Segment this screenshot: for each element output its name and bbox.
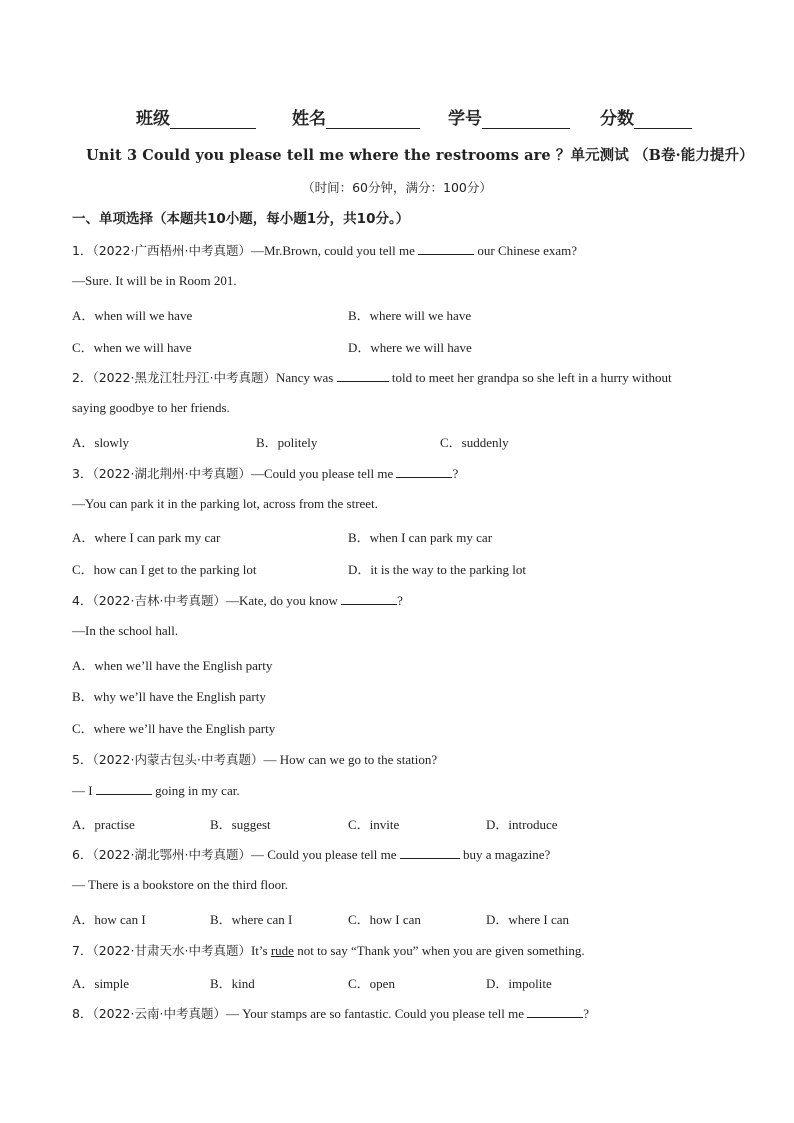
option-b[interactable]: B．where can I — [210, 912, 293, 927]
question-source: （2022·广西梧州·中考真题） — [92, 243, 251, 258]
class-blank[interactable] — [170, 106, 256, 129]
question-source: （2022·黑龙江牡丹江·中考真题） — [92, 370, 276, 385]
option-a[interactable]: A．when will we have — [72, 308, 193, 323]
answer-blank[interactable] — [400, 846, 460, 859]
question-source: （2022·甘肃天水·中考真题） — [92, 943, 251, 958]
option-b[interactable]: B．why we’ll have the English party — [72, 689, 266, 704]
question-4-reply: —In the school hall. — [72, 623, 179, 638]
option-b[interactable]: B．where will we have — [348, 308, 472, 323]
class-field — [136, 104, 256, 129]
option-c[interactable]: C．how I can — [348, 912, 421, 927]
score-blank[interactable] — [634, 106, 692, 129]
option-a[interactable]: A．simple — [72, 976, 130, 991]
option-a[interactable]: A．slowly — [72, 435, 130, 450]
student-number-field — [448, 104, 570, 129]
question-3-reply: —You can park it in the parking lot, across from the street. — [72, 496, 378, 511]
option-b[interactable]: B．politely — [256, 435, 318, 450]
question-1-reply: —Sure. It will be in Room 201. — [72, 273, 237, 288]
option-a[interactable]: A．how can I — [72, 912, 146, 927]
question-source: （2022·湖北鄂州·中考真题） — [92, 847, 251, 862]
option-b[interactable]: B．kind — [210, 976, 255, 991]
option-c[interactable]: C．where we’ll have the English party — [72, 721, 276, 736]
option-d[interactable]: D．introduce — [486, 817, 558, 832]
student-number-blank[interactable] — [482, 106, 570, 129]
answer-blank[interactable] — [341, 592, 397, 605]
question-5-reply: — I going in my car. — [72, 783, 240, 798]
score-label: 分数 — [600, 109, 634, 129]
question-source: （2022·湖北荆州·中考真题） — [92, 466, 251, 481]
option-d[interactable]: D．where I can — [486, 912, 570, 927]
name-field — [292, 104, 420, 129]
option-a[interactable]: A．when we’ll have the English party — [72, 658, 273, 673]
underlined-word: rude — [270, 943, 294, 958]
question-source: （2022·吉林·中考真题） — [92, 593, 226, 608]
option-a[interactable]: A．practise — [72, 817, 135, 832]
class-label: 班级 — [136, 109, 170, 129]
answer-blank[interactable] — [96, 782, 152, 795]
question-6-stem: 6．（2022·湖北鄂州·中考真题）— Could you please tell me buy a magazine? — [72, 847, 551, 862]
question-3-stem: 3．（2022·湖北荆州·中考真题）—Could you please tell me ? — [72, 466, 459, 481]
option-c[interactable]: C．how can I get to the parking lot — [72, 562, 257, 577]
question-8-stem: 8．（2022·云南·中考真题）— Your stamps are so fantastic. Could you please tell me ? — [72, 1006, 589, 1021]
answer-blank[interactable] — [418, 242, 474, 255]
score-field — [600, 104, 692, 129]
name-blank[interactable] — [326, 106, 420, 129]
question-6-reply: — There is a bookstore on the third floor. — [72, 877, 289, 892]
student-info-fields — [136, 104, 734, 129]
question-2-stem: 2．（2022·黑龙江牡丹江·中考真题）Nancy was told to meet her grandpa so she left in a hurry without — [72, 370, 672, 385]
option-d[interactable]: D．it is the way to the parking lot — [348, 562, 527, 577]
option-c[interactable]: C．suddenly — [440, 435, 509, 450]
question-5-stem: 5．（2022·内蒙古包头·中考真题）— How can we go to the station? — [72, 752, 438, 767]
option-b[interactable]: B．suggest — [210, 817, 271, 832]
option-b[interactable]: B．when I can park my car — [348, 530, 493, 545]
option-a[interactable]: A．where I can park my car — [72, 530, 221, 545]
answer-blank[interactable] — [527, 1005, 583, 1018]
student-number-label: 学号 — [448, 109, 482, 129]
section-heading: 一、单项选择（本题共10小题，每小题1分，共10分。） — [72, 211, 410, 227]
page-title: Unit 3 Could you please tell me where the restrooms are ？单元测试 （B卷·能力提升） — [86, 147, 754, 164]
question-7-stem: 7．（2022·甘肃天水·中考真题）It’s rude not to say “Thank you” when you are given something. — [72, 943, 585, 958]
question-source: （2022·云南·中考真题） — [92, 1006, 226, 1021]
option-d[interactable]: D．impolite — [486, 976, 552, 991]
question-2-continuation: saying goodbye to her friends. — [72, 400, 230, 415]
option-c[interactable]: C．open — [348, 976, 395, 991]
answer-blank[interactable] — [396, 465, 452, 478]
question-4-stem: 4．（2022·吉林·中考真题）—Kate, do you know ? — [72, 593, 403, 608]
name-label: 姓名 — [292, 109, 326, 129]
option-c[interactable]: C．when we will have — [72, 340, 192, 355]
question-source: （2022·内蒙古包头·中考真题） — [92, 752, 264, 767]
option-c[interactable]: C．invite — [348, 817, 400, 832]
option-d[interactable]: D．where we will have — [348, 340, 472, 355]
answer-blank[interactable] — [337, 369, 389, 382]
exam-time-info: （时间：60分钟，满分：100分） — [302, 180, 492, 195]
question-1-stem: 1．（2022·广西梧州·中考真题）—Mr.Brown, could you tell me our Chinese exam? — [72, 243, 578, 258]
